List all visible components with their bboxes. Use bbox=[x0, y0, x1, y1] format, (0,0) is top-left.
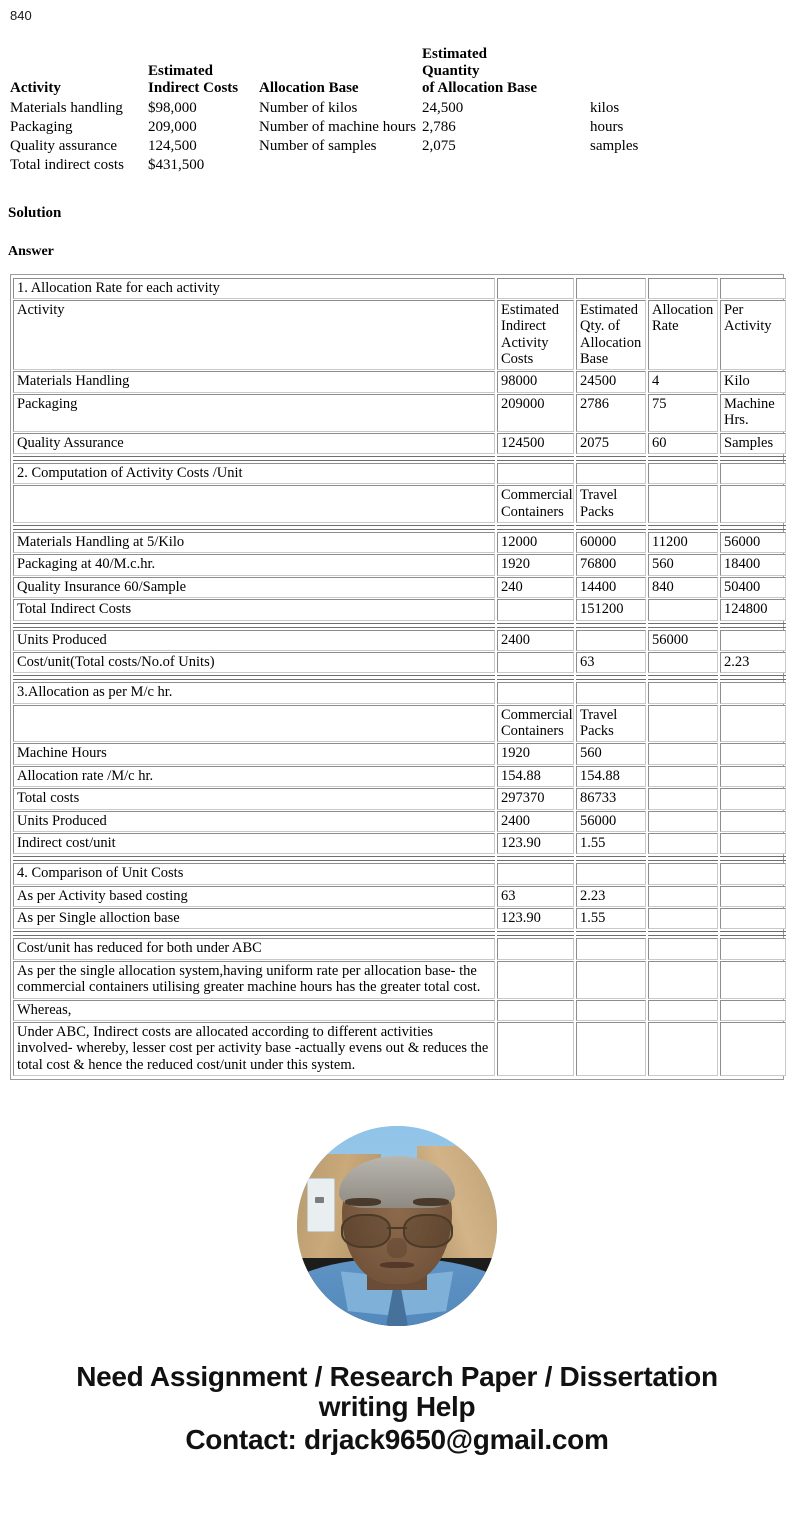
separator-rule bbox=[13, 455, 495, 462]
separator-rule bbox=[648, 930, 718, 937]
excerpt-cell-base: Number of samples bbox=[259, 137, 377, 154]
excerpt-header-estimated-qty bbox=[422, 45, 590, 99]
separator-rule bbox=[648, 622, 718, 629]
table-row bbox=[13, 1000, 786, 1021]
note-under-abc: Under ABC, Indirect costs are allocated according to different activities involved- whereby, lesser cost per activity base -actually evens out & reduces the total cost & hence the reduced cost/unit under this system. bbox=[13, 1022, 495, 1076]
row-value: 11200 bbox=[648, 532, 718, 553]
row-value bbox=[720, 908, 786, 929]
row-value bbox=[720, 743, 786, 764]
row-value: 2075 bbox=[576, 433, 646, 454]
promo-line-1: Need Assignment / Research Paper / Dissertation bbox=[76, 1361, 718, 1393]
answer-table-container bbox=[10, 274, 784, 1081]
empty-cell bbox=[720, 463, 786, 484]
row-value: 1920 bbox=[497, 743, 574, 764]
row-value bbox=[720, 766, 786, 787]
row-value: 124500 bbox=[497, 433, 574, 454]
row-value bbox=[720, 886, 786, 907]
row-value: 209000 bbox=[497, 394, 574, 432]
empty-cell bbox=[576, 1000, 646, 1021]
excerpt-row-total bbox=[10, 156, 710, 175]
empty-cell bbox=[720, 278, 786, 299]
group-separator bbox=[13, 524, 786, 531]
excerpt-row bbox=[10, 118, 710, 137]
separator-rule bbox=[497, 855, 574, 862]
table-row bbox=[13, 652, 786, 673]
separator-rule bbox=[648, 674, 718, 681]
section1-header-per-activity: Per Activity bbox=[720, 300, 786, 371]
excerpt-cell-base: Number of machine hours bbox=[259, 119, 417, 136]
separator-rule bbox=[720, 674, 786, 681]
promo-block bbox=[0, 1362, 794, 1455]
empty-cell bbox=[648, 485, 718, 523]
row-value bbox=[648, 886, 718, 907]
separator-rule bbox=[13, 622, 495, 629]
separator-rule bbox=[576, 455, 646, 462]
row-value: 60000 bbox=[576, 532, 646, 553]
row-label: As per Single alloction base bbox=[13, 908, 495, 929]
excerpt-cell-unit bbox=[590, 156, 710, 175]
excerpt-cell-cost: $98,000 bbox=[148, 100, 197, 117]
separator-rule bbox=[497, 524, 574, 531]
section2-header-travel-packs: Travel Packs bbox=[576, 485, 646, 523]
group-separator bbox=[13, 674, 786, 681]
table-row bbox=[13, 599, 786, 620]
group-separator bbox=[13, 622, 786, 629]
row-label: As per Activity based costing bbox=[13, 886, 495, 907]
row-value: 560 bbox=[576, 743, 646, 764]
row-value: 56000 bbox=[576, 811, 646, 832]
separator-rule bbox=[648, 455, 718, 462]
empty-cell bbox=[576, 463, 646, 484]
row-value: 151200 bbox=[576, 599, 646, 620]
section1-header-indirect-costs: Estimated Indirect Activity Costs bbox=[497, 300, 574, 371]
row-label: Cost/unit(Total costs/No.of Units) bbox=[13, 652, 495, 673]
group-separator bbox=[13, 930, 786, 937]
row-value: 86733 bbox=[576, 788, 646, 809]
table-row bbox=[13, 811, 786, 832]
empty-cell bbox=[497, 961, 574, 999]
row-value bbox=[497, 599, 574, 620]
section1-header-estimated-qty: Estimated Qty. of Allocation Base bbox=[576, 300, 646, 371]
empty-cell bbox=[576, 278, 646, 299]
promo-contact: Contact: drjack9650@gmail.com bbox=[185, 1423, 609, 1455]
section3-header-commercial-containers: Commercial Containers bbox=[497, 705, 574, 743]
row-label: Quality Assurance bbox=[13, 433, 495, 454]
row-value: 123.90 bbox=[497, 908, 574, 929]
empty-cell bbox=[720, 682, 786, 703]
empty-cell bbox=[576, 863, 646, 884]
separator-rule bbox=[497, 930, 574, 937]
row-label: Packaging at 40/M.c.hr. bbox=[13, 554, 495, 575]
row-value: 123.90 bbox=[497, 833, 574, 854]
row-value bbox=[720, 811, 786, 832]
row-value bbox=[648, 766, 718, 787]
row-value bbox=[720, 630, 786, 651]
page-number: 840 bbox=[10, 8, 32, 23]
table-row bbox=[13, 961, 786, 999]
row-label: Materials Handling at 5/Kilo bbox=[13, 532, 495, 553]
excerpt-cell-cost: 124,500 bbox=[148, 137, 197, 154]
excerpt-table bbox=[10, 45, 710, 175]
row-value: 50400 bbox=[720, 577, 786, 598]
empty-cell bbox=[497, 1000, 574, 1021]
row-value: 12000 bbox=[497, 532, 574, 553]
separator-rule bbox=[720, 855, 786, 862]
separator-rule bbox=[13, 674, 495, 681]
empty-cell bbox=[720, 938, 786, 959]
row-value bbox=[497, 652, 574, 673]
row-value: 63 bbox=[497, 886, 574, 907]
empty-cell bbox=[648, 463, 718, 484]
separator-rule bbox=[497, 674, 574, 681]
avatar-eyebrow-left bbox=[345, 1198, 381, 1206]
table-row bbox=[13, 577, 786, 598]
row-value bbox=[720, 833, 786, 854]
excerpt-cell-cost: 209,000 bbox=[148, 119, 197, 136]
avatar-nose bbox=[387, 1238, 407, 1258]
table-row bbox=[13, 682, 786, 703]
avatar-background-switch bbox=[307, 1178, 335, 1232]
row-value: Kilo bbox=[720, 371, 786, 392]
empty-cell bbox=[576, 682, 646, 703]
empty-cell bbox=[648, 863, 718, 884]
table-row bbox=[13, 788, 786, 809]
empty-cell bbox=[648, 278, 718, 299]
row-value: 63 bbox=[576, 652, 646, 673]
separator-rule bbox=[13, 524, 495, 531]
avatar-glasses-bridge bbox=[387, 1227, 407, 1229]
table-row bbox=[13, 863, 786, 884]
excerpt-cell-activity: Total indirect costs bbox=[10, 156, 124, 173]
group-separator bbox=[13, 455, 786, 462]
table-row bbox=[13, 554, 786, 575]
separator-rule bbox=[648, 855, 718, 862]
empty-cell bbox=[497, 1022, 574, 1076]
empty-cell bbox=[576, 938, 646, 959]
row-value: 1920 bbox=[497, 554, 574, 575]
section3-title: 3.Allocation as per M/c hr. bbox=[13, 682, 495, 703]
row-label: Materials Handling bbox=[13, 371, 495, 392]
empty-cell bbox=[648, 938, 718, 959]
separator-rule bbox=[720, 524, 786, 531]
separator-rule bbox=[576, 855, 646, 862]
row-value: 2.23 bbox=[576, 886, 646, 907]
excerpt-cell-unit: kilos bbox=[590, 100, 620, 117]
excerpt-header-row bbox=[10, 45, 710, 99]
excerpt-row bbox=[10, 99, 710, 118]
table-row bbox=[13, 278, 786, 299]
empty-cell bbox=[648, 961, 718, 999]
answer-table bbox=[11, 277, 788, 1078]
group-separator bbox=[13, 855, 786, 862]
row-value: 60 bbox=[648, 433, 718, 454]
row-value: 124800 bbox=[720, 599, 786, 620]
excerpt-cell-activity: Packaging bbox=[10, 119, 73, 136]
table-row bbox=[13, 371, 786, 392]
table-row bbox=[13, 743, 786, 764]
row-value: 1.55 bbox=[576, 908, 646, 929]
row-value bbox=[576, 630, 646, 651]
row-value bbox=[648, 743, 718, 764]
empty-cell bbox=[576, 961, 646, 999]
row-value: 154.88 bbox=[576, 766, 646, 787]
excerpt-header-activity: Activity bbox=[10, 79, 61, 96]
separator-rule bbox=[576, 930, 646, 937]
avatar-mouth bbox=[380, 1262, 414, 1268]
table-row bbox=[13, 630, 786, 651]
excerpt-cell-qty: 24,500 bbox=[422, 100, 464, 117]
table-row bbox=[13, 705, 786, 743]
empty-cell bbox=[720, 1000, 786, 1021]
row-label: Total Indirect Costs bbox=[13, 599, 495, 620]
empty-cell bbox=[13, 705, 495, 743]
row-value: Samples bbox=[720, 433, 786, 454]
row-label: Units Produced bbox=[13, 630, 495, 651]
table-row bbox=[13, 766, 786, 787]
excerpt-header-indirect-costs bbox=[148, 45, 259, 99]
separator-rule bbox=[576, 674, 646, 681]
row-value bbox=[648, 652, 718, 673]
excerpt-cell-qty bbox=[422, 156, 590, 175]
answer-heading: Answer bbox=[8, 243, 54, 259]
note-single-allocation: As per the single allocation system,having uniform rate per allocation base- the commercial containers utilising greater machine hours has the greater total cost. bbox=[13, 961, 495, 999]
section2-header-commercial-containers: Commercial Containers bbox=[497, 485, 574, 523]
excerpt-cell-unit: samples bbox=[590, 137, 639, 154]
avatar bbox=[297, 1126, 497, 1326]
note-whereas: Whereas, bbox=[13, 1000, 495, 1021]
row-label: Indirect cost/unit bbox=[13, 833, 495, 854]
empty-cell bbox=[720, 485, 786, 523]
excerpt-row bbox=[10, 137, 710, 156]
avatar-eyebrow-right bbox=[413, 1198, 449, 1206]
row-value: 297370 bbox=[497, 788, 574, 809]
row-value bbox=[648, 811, 718, 832]
row-value bbox=[648, 788, 718, 809]
separator-rule bbox=[648, 524, 718, 531]
empty-cell bbox=[648, 1022, 718, 1076]
row-value: 24500 bbox=[576, 371, 646, 392]
empty-cell bbox=[497, 938, 574, 959]
excerpt-header-estimated-qty-line3: of Allocation Base bbox=[422, 79, 537, 96]
row-label: Quality Insurance 60/Sample bbox=[13, 577, 495, 598]
empty-cell bbox=[720, 961, 786, 999]
empty-cell bbox=[648, 705, 718, 743]
excerpt-cell-base bbox=[259, 156, 422, 175]
note-cost-reduced: Cost/unit has reduced for both under ABC bbox=[13, 938, 495, 959]
separator-rule bbox=[13, 930, 495, 937]
table-row bbox=[13, 394, 786, 432]
separator-rule bbox=[720, 622, 786, 629]
row-value: 14400 bbox=[576, 577, 646, 598]
row-value: 18400 bbox=[720, 554, 786, 575]
row-value: Machine Hrs. bbox=[720, 394, 786, 432]
promo-line-2: writing Help bbox=[318, 1391, 476, 1423]
empty-cell bbox=[497, 463, 574, 484]
row-value: 76800 bbox=[576, 554, 646, 575]
table-row bbox=[13, 1022, 786, 1076]
excerpt-cell-cost: $431,500 bbox=[148, 156, 205, 173]
excerpt-header-units bbox=[590, 45, 710, 99]
row-value: 1.55 bbox=[576, 833, 646, 854]
row-value: 560 bbox=[648, 554, 718, 575]
row-label: Units Produced bbox=[13, 811, 495, 832]
row-value: 2786 bbox=[576, 394, 646, 432]
row-value: 240 bbox=[497, 577, 574, 598]
row-value bbox=[648, 908, 718, 929]
solution-heading: Solution bbox=[8, 204, 62, 221]
row-value: 98000 bbox=[497, 371, 574, 392]
row-value: 840 bbox=[648, 577, 718, 598]
row-value: 56000 bbox=[648, 630, 718, 651]
row-value bbox=[648, 833, 718, 854]
section1-title: 1. Allocation Rate for each activity bbox=[13, 278, 495, 299]
excerpt-cell-qty: 2,786 bbox=[422, 119, 456, 136]
row-value: 154.88 bbox=[497, 766, 574, 787]
table-row bbox=[13, 886, 786, 907]
excerpt-cell-activity: Quality assurance bbox=[10, 137, 118, 154]
row-label: Machine Hours bbox=[13, 743, 495, 764]
avatar-lens-right bbox=[403, 1214, 453, 1248]
row-value bbox=[720, 788, 786, 809]
section4-title: 4. Comparison of Unit Costs bbox=[13, 863, 495, 884]
avatar-lens-left bbox=[341, 1214, 391, 1248]
row-value: 2400 bbox=[497, 630, 574, 651]
excerpt-cell-unit: hours bbox=[590, 119, 624, 136]
row-label: Packaging bbox=[13, 394, 495, 432]
table-row bbox=[13, 833, 786, 854]
empty-cell bbox=[720, 1022, 786, 1076]
row-value: 2.23 bbox=[720, 652, 786, 673]
excerpt-cell-qty: 2,075 bbox=[422, 137, 456, 154]
excerpt-cell-base: Number of kilos bbox=[259, 100, 358, 117]
empty-cell bbox=[648, 682, 718, 703]
separator-rule bbox=[720, 455, 786, 462]
empty-cell bbox=[720, 705, 786, 743]
separator-rule bbox=[497, 622, 574, 629]
excerpt-header-allocation-base: Allocation Base bbox=[259, 79, 359, 96]
table-row bbox=[13, 300, 786, 371]
excerpt-header-estimated-qty-line1: Estimated bbox=[422, 46, 487, 62]
row-label: Total costs bbox=[13, 788, 495, 809]
empty-cell bbox=[576, 1022, 646, 1076]
separator-rule bbox=[720, 930, 786, 937]
section3-header-travel-packs: Travel Packs bbox=[576, 705, 646, 743]
excerpt-cell-activity: Materials handling bbox=[10, 100, 123, 117]
empty-cell bbox=[13, 485, 495, 523]
row-value: 56000 bbox=[720, 532, 786, 553]
separator-rule bbox=[576, 524, 646, 531]
table-row bbox=[13, 485, 786, 523]
empty-cell bbox=[497, 863, 574, 884]
avatar-container bbox=[0, 1126, 794, 1326]
row-value bbox=[648, 599, 718, 620]
excerpt-header-indirect-costs-line1: Estimated bbox=[148, 62, 213, 79]
section1-header-activity: Activity bbox=[13, 300, 495, 371]
row-value: 2400 bbox=[497, 811, 574, 832]
table-row bbox=[13, 532, 786, 553]
empty-cell bbox=[497, 278, 574, 299]
section2-title: 2. Computation of Activity Costs /Unit bbox=[13, 463, 495, 484]
table-row bbox=[13, 938, 786, 959]
separator-rule bbox=[13, 855, 495, 862]
empty-cell bbox=[720, 863, 786, 884]
excerpt-header-estimated-qty-line2: Quantity bbox=[422, 62, 480, 79]
table-row bbox=[13, 433, 786, 454]
row-value: 75 bbox=[648, 394, 718, 432]
section1-header-allocation-rate: Allocation Rate bbox=[648, 300, 718, 371]
row-label: Allocation rate /M/c hr. bbox=[13, 766, 495, 787]
table-row bbox=[13, 463, 786, 484]
empty-cell bbox=[497, 682, 574, 703]
empty-cell bbox=[648, 1000, 718, 1021]
excerpt-table-container bbox=[0, 45, 794, 175]
excerpt-header-indirect-costs-line2: Indirect Costs bbox=[148, 79, 239, 96]
table-row bbox=[13, 908, 786, 929]
separator-rule bbox=[576, 622, 646, 629]
row-value: 4 bbox=[648, 371, 718, 392]
separator-rule bbox=[497, 455, 574, 462]
